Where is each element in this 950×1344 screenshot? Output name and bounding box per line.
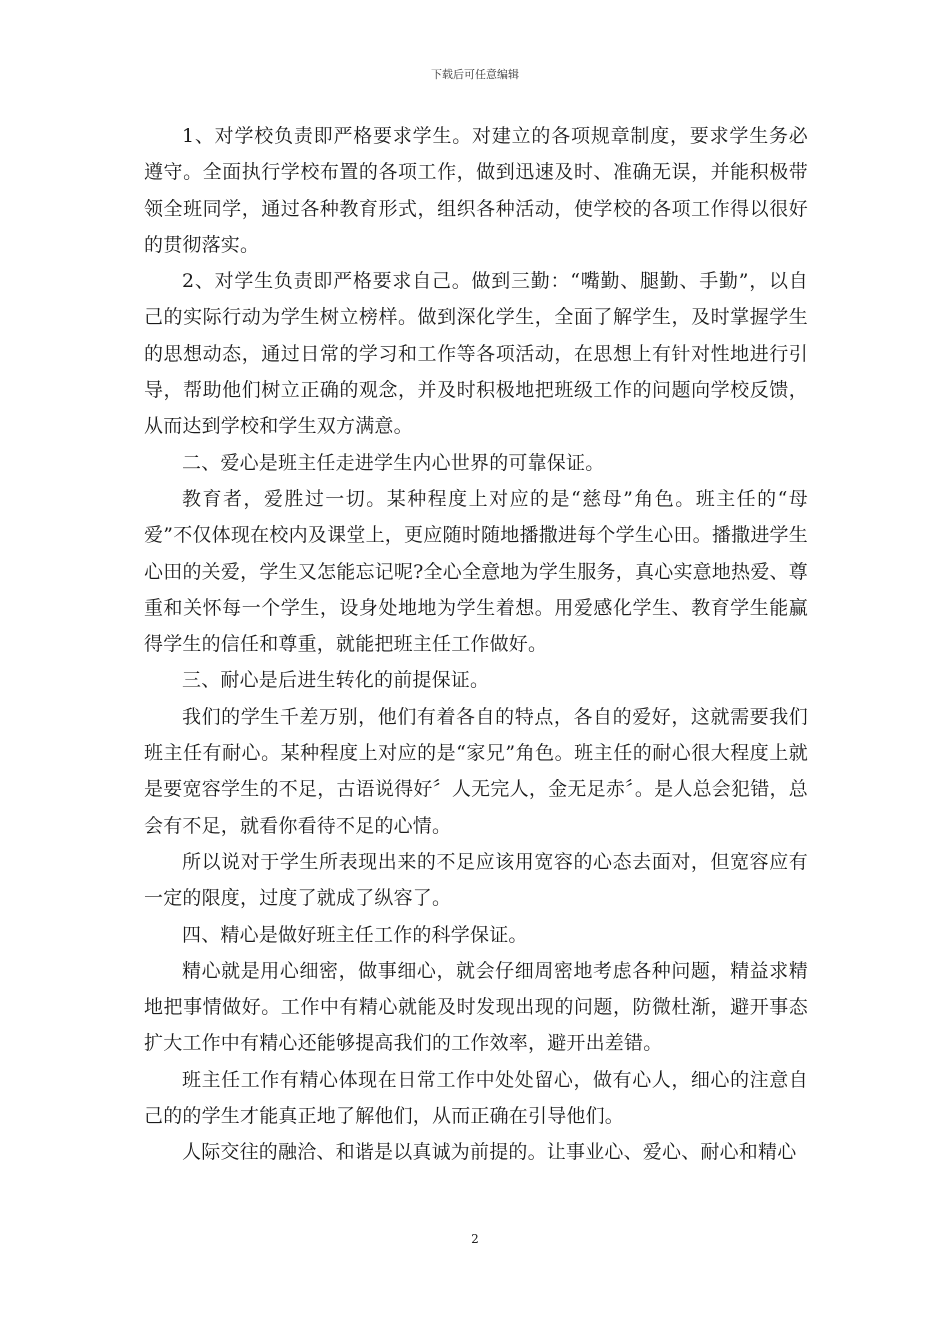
document-body [144,118,808,1171]
paragraph-4: 我们的学生千差万别，他们有着各自的特点，各自的爱好，这就需要我们班主任有耐心。某种程度上对应的是“家兄”角色。班主任的耐心很大程度上就是要宽容学生的不足，古语说得好〞人无完人，金无足赤〞。是人总会犯错，总会有不足，就看你看待不足的心情。 [144,705,808,837]
section-heading-3: 三、耐心是后进生转化的前提保证。 [182,669,490,692]
paragraph-8: 人际交往的融洽、和谐是以真诚为前提的。让事业心、爱心、耐心和精心 [182,1141,797,1164]
paragraph-2: 2、对学生负责即严格要求自己。做到三勤：“嘴勤、腿勤、手勤”，以自己的实际行动为学生树立榜样。做到深化学生，全面了解学生，及时掌握学生的思想动态，通过日常的学习和工作等各项活动，在思想上有针对性地进行引导，帮助他们树立正确的观念，并及时积极地把班级工作的问题向学校反馈，从而达到学校和学生双方满意。 [144,270,808,438]
paragraph-5: 所以说对于学生所表现出来的不足应该用宽容的心态去面对，但宽容应有一定的限度，过度了就成了纵容了。 [144,850,808,910]
paragraph-7: 班主任工作有精心体现在日常工作中处处留心，做有心人，细心的注意自己的的学生才能真正地了解他们，从而正确在引导他们。 [144,1068,808,1128]
paragraph-1: 1、对学校负责即严格要求学生。对建立的各项规章制度，要求学生务必遵守。全面执行学校布置的各项工作，做到迅速及时、准确无误，并能积极带领全班同学，通过各种教育形式，组织各种活动，使学校的各项工作得以很好的贯彻落实。 [144,125,808,256]
section-heading-4: 四、精心是做好班主任工作的科学保证。 [182,923,528,946]
page-number: 2 [471,1232,479,1246]
page-header-note: 下载后可任意编辑 [431,68,519,81]
paragraph-3: 教育者，爱胜过一切。某种程度上对应的是“慈母”角色。班主任的“母爱”不仅体现在校内及课堂上，更应随时随地播撒进每个学生心田。播撒进学生心田的关爱，学生又怎能忘记呢?全心全意地为学生服务，真心实意地热爱、尊重和关怀每一个学生，设身处地地为学生着想。用爱感化学生、教育学生能赢得学生的信任和尊重，就能把班主任工作做好。 [144,487,808,656]
paragraph-6: 精心就是用心细密，做事细心，就会仔细周密地考虑各种问题，精益求精地把事情做好。工作中有精心就能及时发现出现的问题，防微杜渐，避开事态扩大工作中有精心还能够提高我们的工作效率，避开出差错。 [144,959,808,1055]
section-heading-2: 二、爱心是班主任走进学生内心世界的可靠保证。 [182,451,605,474]
